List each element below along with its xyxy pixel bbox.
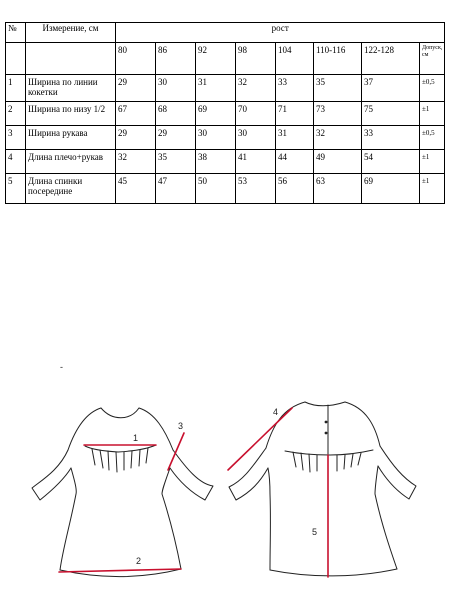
cell-value: 32 bbox=[314, 126, 362, 150]
row-number: 5 bbox=[6, 174, 26, 204]
cell-value: 37 bbox=[362, 75, 420, 102]
cell-value: 54 bbox=[362, 150, 420, 174]
dress-front-sketch bbox=[32, 408, 213, 577]
cell-tolerance: ±1 bbox=[420, 150, 445, 174]
marker-2-label: 2 bbox=[136, 556, 142, 566]
cell-value: 50 bbox=[196, 174, 236, 204]
marker-5-label: 5 bbox=[312, 527, 318, 537]
cell-value: 33 bbox=[362, 126, 420, 150]
cell-value: 35 bbox=[314, 75, 362, 102]
cell-value: 29 bbox=[156, 126, 196, 150]
cell-value: 67 bbox=[116, 102, 156, 126]
header-measure: Измерение, см bbox=[26, 23, 116, 43]
cell-value: 44 bbox=[276, 150, 314, 174]
measure-line-2 bbox=[59, 569, 181, 572]
measure-line-3 bbox=[168, 433, 184, 470]
cell-value: 33 bbox=[276, 75, 314, 102]
header-no: № bbox=[6, 23, 26, 43]
tolerance-header: Допуск, см bbox=[420, 43, 445, 75]
cell-value: 75 bbox=[362, 102, 420, 126]
cell-value: 32 bbox=[116, 150, 156, 174]
cell-value: 56 bbox=[276, 174, 314, 204]
cell-value: 31 bbox=[276, 126, 314, 150]
cell-tolerance: ±0,5 bbox=[420, 75, 445, 102]
marker-1-label: 1 bbox=[133, 433, 139, 443]
cell-value: 68 bbox=[156, 102, 196, 126]
cell-tolerance: ±1 bbox=[420, 174, 445, 204]
size-header: 104 bbox=[276, 43, 314, 75]
row-name: Ширина рукава bbox=[26, 126, 116, 150]
cell-value: 53 bbox=[236, 174, 276, 204]
marker-3-label: 3 bbox=[178, 421, 184, 431]
cell-value: 41 bbox=[236, 150, 276, 174]
cell-value: 49 bbox=[314, 150, 362, 174]
cell-value: 45 bbox=[116, 174, 156, 204]
row-number: 4 bbox=[6, 150, 26, 174]
dash-mark: - bbox=[60, 362, 63, 372]
cell-value: 29 bbox=[116, 75, 156, 102]
row-name: Длина плечо+рукав bbox=[26, 150, 116, 174]
header-growth: рост bbox=[116, 23, 445, 43]
size-header: 80 bbox=[116, 43, 156, 75]
cell-value: 38 bbox=[196, 150, 236, 174]
cell-value: 30 bbox=[236, 126, 276, 150]
cell-value: 69 bbox=[362, 174, 420, 204]
row-name: Ширина по линии кокетки bbox=[26, 75, 116, 102]
cell-value: 35 bbox=[156, 150, 196, 174]
cell-value: 30 bbox=[196, 126, 236, 150]
size-header: 122-128 bbox=[362, 43, 420, 75]
marker-4-label: 4 bbox=[273, 407, 279, 417]
back-buttons bbox=[325, 421, 328, 435]
cell-value: 29 bbox=[116, 126, 156, 150]
cell-value: 32 bbox=[236, 75, 276, 102]
size-header: 86 bbox=[156, 43, 196, 75]
cell-value: 47 bbox=[156, 174, 196, 204]
row-number: 1 bbox=[6, 75, 26, 102]
row-number: 3 bbox=[6, 126, 26, 150]
cell-value: 70 bbox=[236, 102, 276, 126]
cell-tolerance: ±1 bbox=[420, 102, 445, 126]
cell-value: 69 bbox=[196, 102, 236, 126]
dress-back-sketch bbox=[229, 402, 416, 576]
cell-value: 71 bbox=[276, 102, 314, 126]
row-name: Длина спинки посередине bbox=[26, 174, 116, 204]
cell-tolerance: ±0,5 bbox=[420, 126, 445, 150]
row-number: 2 bbox=[6, 102, 26, 126]
size-header: 98 bbox=[236, 43, 276, 75]
cell-value: 73 bbox=[314, 102, 362, 126]
cell-value: 63 bbox=[314, 174, 362, 204]
measure-line-4 bbox=[228, 408, 292, 470]
row-name: Ширина по низу 1/2 bbox=[26, 102, 116, 126]
cell-value: 31 bbox=[196, 75, 236, 102]
size-header: 92 bbox=[196, 43, 236, 75]
size-header: 110-116 bbox=[314, 43, 362, 75]
cell-value: 30 bbox=[156, 75, 196, 102]
